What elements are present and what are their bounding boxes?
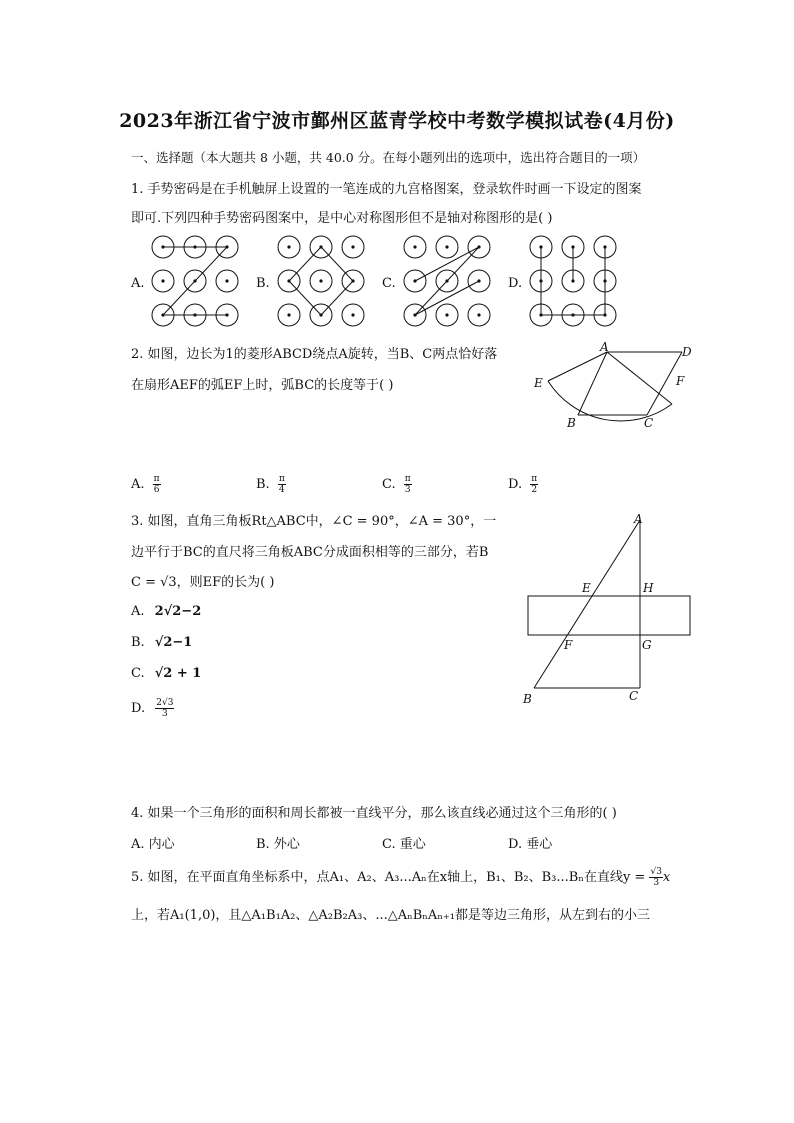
q2-option-a-label: A. — [131, 477, 145, 492]
q3-label-c: C — [629, 689, 639, 703]
q2-option-d-den: 2 — [531, 485, 538, 495]
q1-pattern-a — [150, 234, 240, 326]
q5-text-line2: 上，若A₁(1,0)，且△A₁B₁A₂、△A₂B₂A₃、...△AₙBₙAₙ₊₁都是等边三角形，从左到右的小三 — [131, 908, 651, 923]
q5-frac-den: 3 — [653, 878, 660, 888]
q2-option-b-label: B. — [256, 477, 270, 492]
q5-frac-num: √3 — [650, 867, 662, 877]
q2-option-d-label: D. — [508, 477, 523, 492]
q1-text-line1: 1. 手势密码是在手机触屏上设置的一笔连成的九宫格图案，登录软件时画一下设定的图案 — [131, 182, 642, 197]
q3-label-a: A — [634, 512, 643, 526]
q3-option-b-text: √2−1 — [154, 635, 193, 650]
q1-pattern-b — [276, 234, 366, 326]
q2-label-d: D — [682, 345, 692, 359]
q2-option-c-label: C. — [382, 477, 396, 492]
q2-label-c: C — [644, 416, 654, 430]
q2-option-a — [131, 474, 161, 495]
q1-text-line2: 即可.下列四种手势密码图案中，是中心对称图形但不是轴对称图形的是( ) — [131, 211, 553, 226]
q3-figure-triangle-ruler — [518, 508, 698, 708]
q2-option-b-den: 4 — [278, 485, 285, 495]
q3-label-e: E — [582, 581, 591, 595]
q1-pattern-d — [528, 234, 618, 326]
q3-option-a — [131, 604, 201, 619]
q1-option-b-label: B. — [256, 276, 270, 291]
q2-label-f: F — [676, 374, 685, 388]
q1-option-c-label: C. — [382, 276, 396, 291]
q2-option-b-num: π — [278, 474, 285, 484]
q4-option-a: A. 内心 — [131, 837, 175, 852]
q2-option-a-num: π — [153, 474, 160, 484]
page-title: 2023年浙江省宁波市鄞州区蓝青学校中考数学模拟试卷(4月份) — [119, 110, 675, 132]
q3-option-d-num: 2√3 — [156, 698, 174, 708]
q2-label-e: E — [534, 376, 543, 390]
q5-text-line1 — [131, 866, 670, 888]
q3-option-c-label: C. — [131, 666, 145, 681]
q4-option-b: B. 外心 — [256, 837, 300, 852]
q2-option-a-den: 6 — [153, 485, 160, 495]
q3-option-c-text: √2 + 1 — [154, 666, 202, 681]
q3-label-g: G — [642, 638, 652, 652]
q2-option-d — [508, 474, 538, 495]
q4-option-d: D. 垂心 — [508, 837, 553, 852]
q3-option-d-den: 3 — [161, 709, 168, 719]
q2-text-line2: 在扇形AEF的弧EF上时，弧BC的长度等于( ) — [131, 378, 394, 393]
q2-option-c-den: 3 — [404, 485, 411, 495]
q3-option-c — [131, 666, 201, 681]
q5-text-line1-main: 5. 如图，在平面直角坐标系中，点A₁、A₂、A₃...Aₙ在x轴上，B₁、B₂、B₃...Bₙ在直线y = — [131, 870, 650, 885]
q4-text-line1: 4. 如果一个三角形的面积和周长都被一直线平分，那么该直线必通过这个三角形的( ) — [131, 806, 617, 821]
q3-label-h: H — [643, 581, 654, 595]
q3-option-b — [131, 635, 192, 650]
q3-option-d-label: D. — [131, 701, 146, 716]
q2-label-a: A — [600, 340, 609, 354]
q2-option-c — [382, 474, 412, 495]
q3-text-line1: 3. 如图，直角三角板Rt△ABC中，∠C = 90°，∠A = 30°，一 — [131, 514, 497, 529]
q2-text-line1: 2. 如图，边长为1的菱形ABCD绕点A旋转，当B、C两点恰好落 — [131, 347, 498, 362]
q3-option-a-label: A. — [131, 604, 145, 619]
q3-option-b-label: B. — [131, 635, 145, 650]
q3-option-a-text: 2√2−2 — [154, 604, 202, 619]
q3-option-d — [131, 698, 174, 719]
q1-option-d-label: D. — [508, 276, 523, 291]
section-heading: 一、选择题（本大题共 8 小题，共 40.0 分。在每小题列出的选项中，选出符合题目的一项） — [131, 150, 646, 165]
q5-text-line1-tail: x — [662, 870, 671, 885]
q2-label-b: B — [567, 416, 576, 430]
q2-option-c-num: π — [404, 474, 411, 484]
q2-figure-rhombus-sector — [530, 340, 700, 435]
q2-option-d-num: π — [531, 474, 538, 484]
q2-option-b — [256, 474, 286, 495]
q1-option-a-label: A. — [131, 276, 145, 291]
q3-label-b: B — [523, 692, 532, 706]
q3-text-line3: C = √3，则EF的长为( ) — [131, 575, 275, 590]
q3-text-line2: 边平行于BC的直尺将三角板ABC分成面积相等的三部分，若B — [131, 545, 489, 560]
q3-label-f: F — [564, 638, 573, 652]
q4-option-c: C. 重心 — [382, 837, 426, 852]
q1-pattern-c — [402, 234, 492, 326]
